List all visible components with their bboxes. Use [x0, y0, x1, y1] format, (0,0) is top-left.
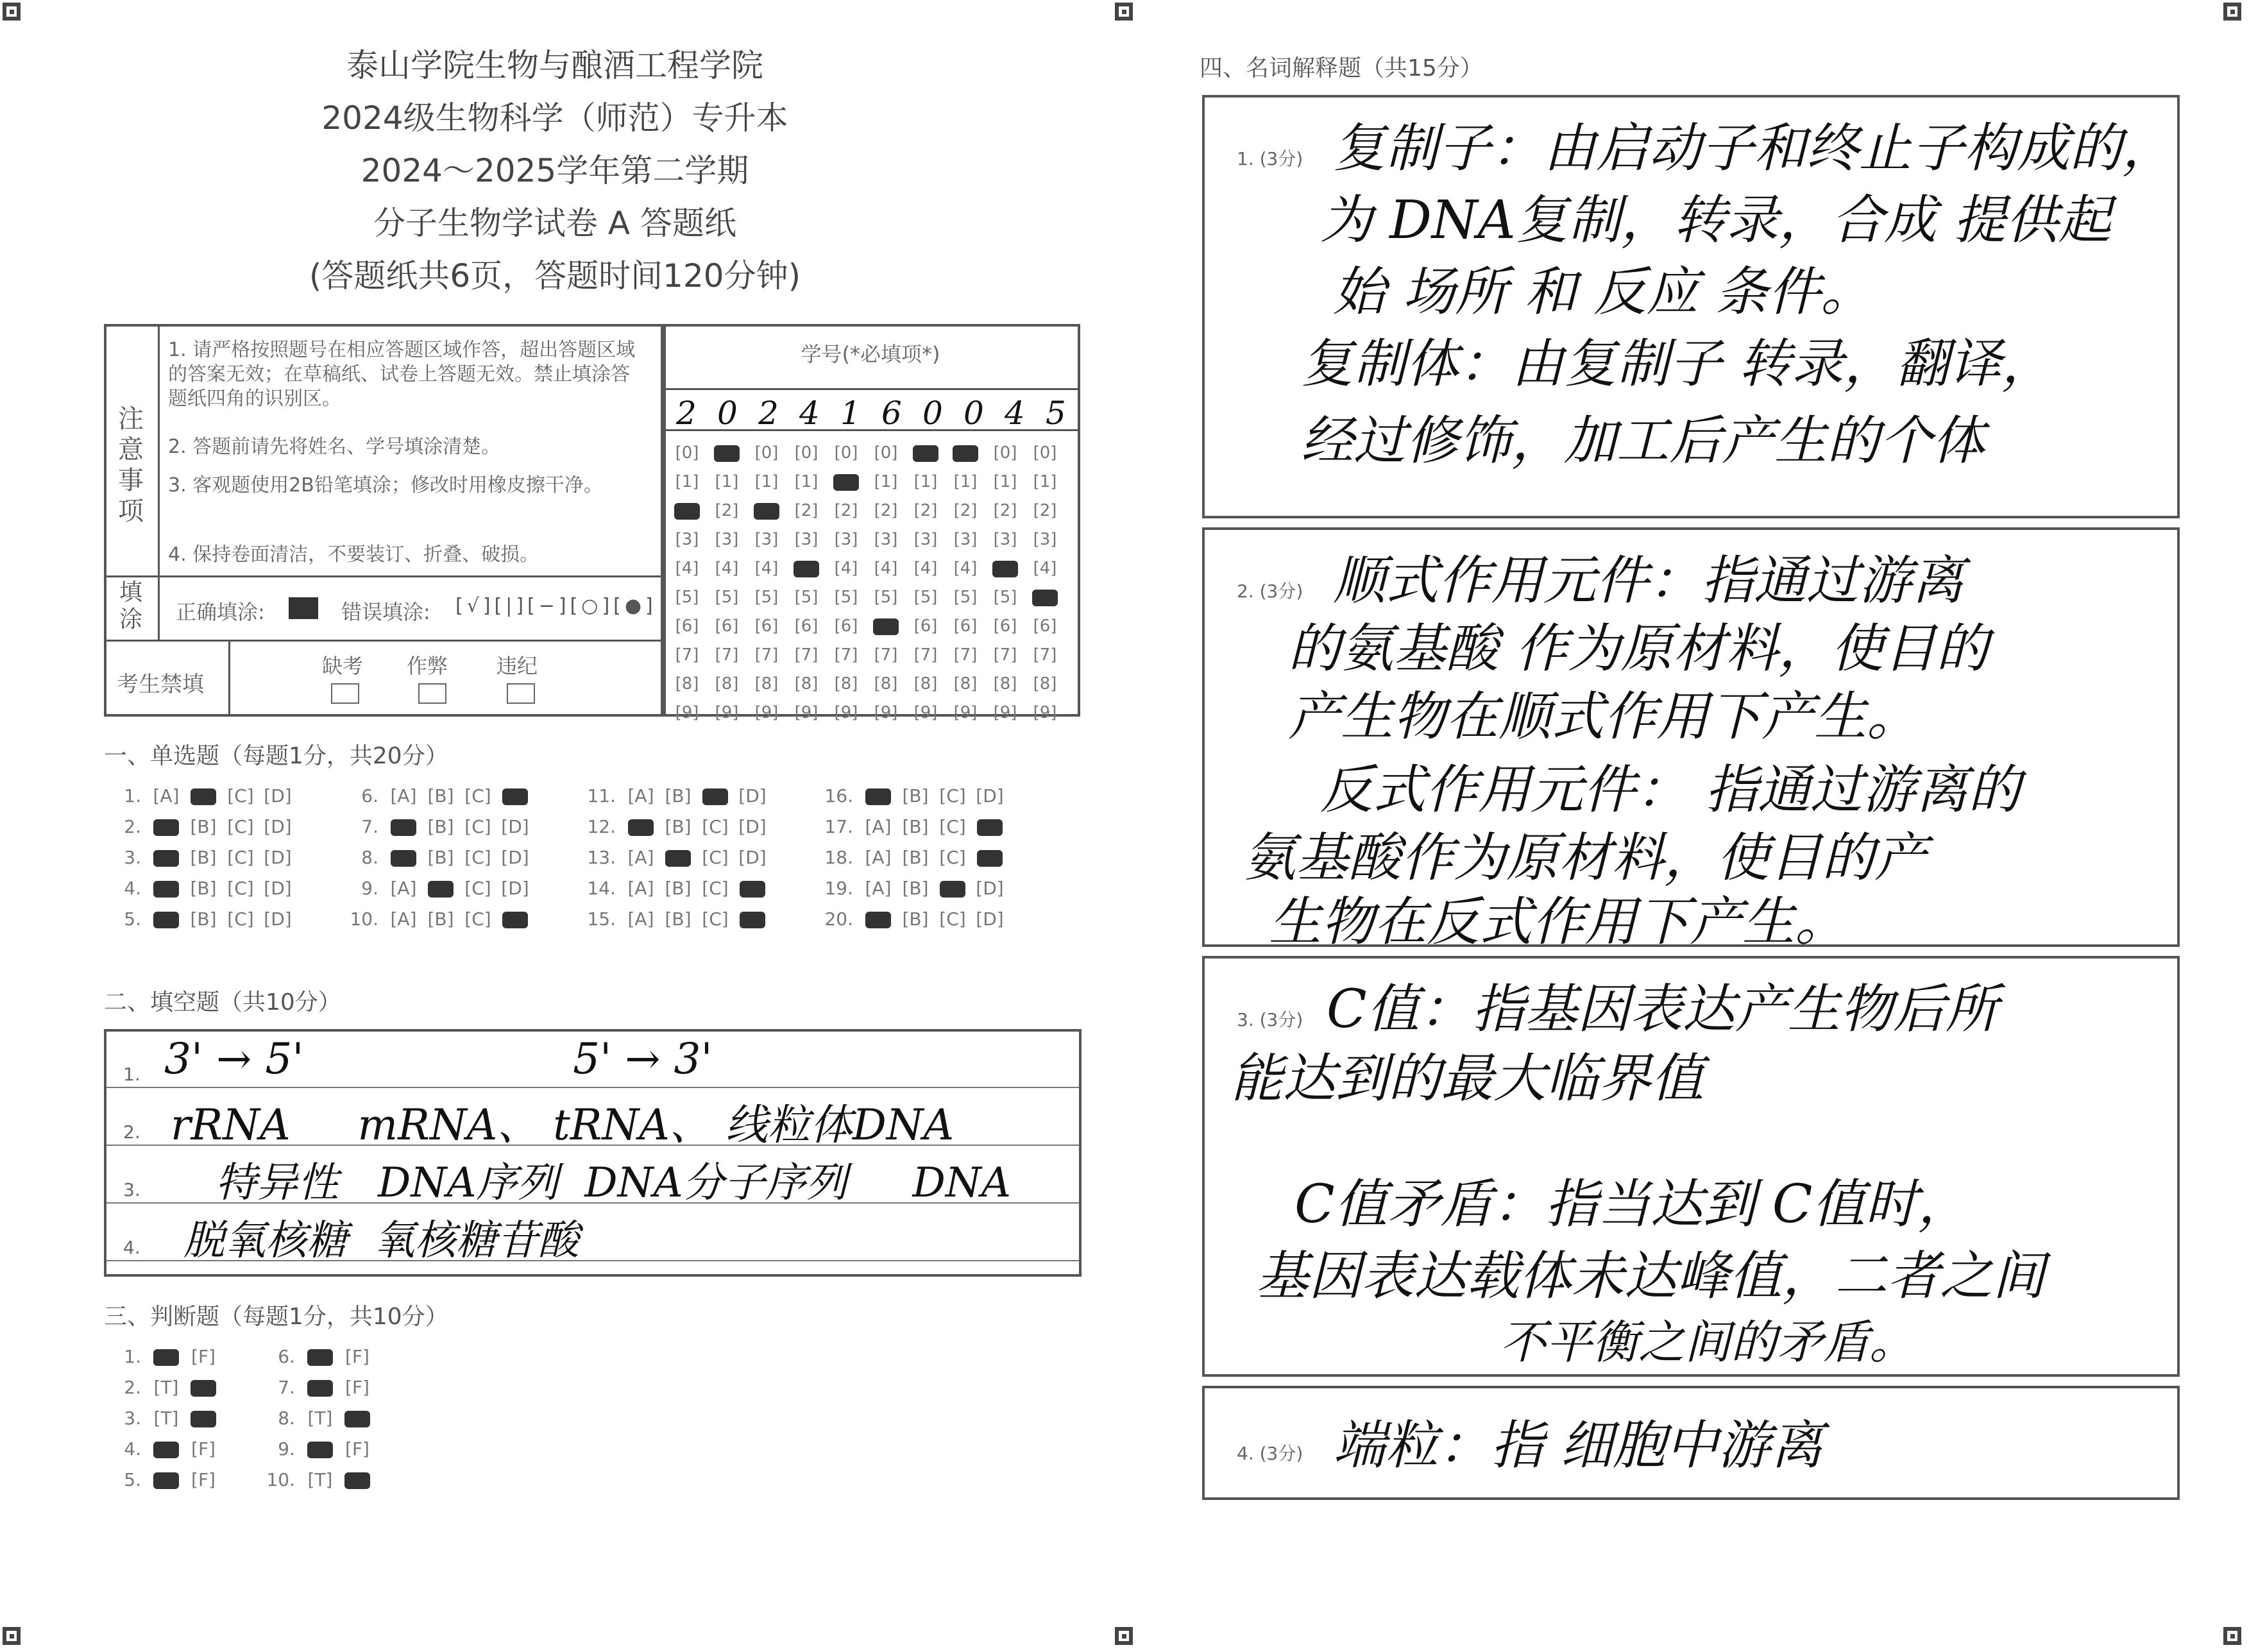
id-digit: 6: [881, 395, 902, 432]
answer-line: 产生物在顺式作用下产生。: [1288, 686, 1919, 747]
answer-line: 基因表达载体未达峰值，二者之间: [1256, 1246, 2045, 1307]
section4-title: 四、名词解释题（共15分）: [1200, 55, 1483, 81]
blank-no: 2.: [123, 1121, 140, 1143]
notice-label: 注意事项: [118, 404, 144, 526]
id-digit: 0: [922, 395, 943, 432]
notice-item-2: 2. 答题前请先将姓名、学号填涂清楚。: [168, 436, 501, 458]
id-digit: 4: [799, 395, 820, 432]
corner-mark: [2223, 1627, 2241, 1645]
violation-checkbox[interactable]: [507, 683, 535, 704]
id-digit: 2: [758, 395, 779, 432]
answer-line: 反式作用元件： 指通过游离的: [1320, 760, 2021, 821]
paper-title: 分子生物学试卷 A 答题纸: [373, 205, 736, 242]
student-id-bubble-grid[interactable]: [0] [0] [0] [0] [0] [0] [0] [1] [1] [1] [1] [1] [1] [1] [1] [1] [2] [2] [2] [2] [2] [2] [2] [2] [3] [3] [3] [3] [3] [3] [3] [3] [3] [3] [4] [4] [4] [4] [4] [4] [4] [4] [5] [5] [5] [5] [5] [5] [5] [5] [5] [6] [6] [6] [6] [6] [6] [6] [6] [6] [7] [7] [7] [7] [7] [7] [7] [7] [7] [7] [8] [8] [8] [8] [8] [8] [8] [8] [8] [8] [9] [9] [9] [9] [9] [9] [9] [9] [9] [9]: [675, 443, 1057, 722]
term-answer-box-3[interactable]: [1202, 956, 2180, 1377]
answer-line: 经过修饰，加工后产生的个体: [1301, 411, 1985, 472]
blank-no: 1.: [123, 1064, 140, 1085]
id-digit: 0: [963, 395, 984, 432]
answer-line: 端粒：指 细胞中游离: [1333, 1415, 1824, 1476]
blank-no: 4.: [123, 1237, 140, 1258]
id-digit: 0: [717, 395, 738, 432]
school-title: 泰山学院生物与酿酒工程学院: [346, 47, 763, 84]
term-answer-box-1[interactable]: [1202, 95, 2180, 518]
answer-line: C值：指基因表达产生物后所: [1327, 979, 1998, 1040]
blank-answer-3: 特异性 DNA序列 DNA分子序列 DNA: [216, 1159, 1012, 1207]
corner-mark: [2223, 3, 2241, 21]
question-no: 2. (3分): [1237, 581, 1303, 602]
correct-fill-label: 正确填涂:: [176, 600, 265, 624]
notice-item-1: 1. 请严格按照题号在相应答题区域作答，超出答题区域的答案无效；在草稿纸、试卷上答题无效。禁止填涂答题纸四角的识别区。: [168, 339, 636, 410]
blank-answer-4: 脱氧核糖 氧核糖苷酸: [183, 1217, 579, 1265]
answer-line: 生物在反式作用下产生。: [1269, 892, 1847, 953]
answer-line: 复制体：由复制子 转录，翻译，: [1301, 334, 2055, 395]
answer-line: 顺式作用元件：指通过游离: [1333, 550, 1964, 611]
blank-answer-1: 3' → 5' 5' → 3': [164, 1034, 713, 1084]
section3-title: 三、判断题（每题1分，共10分）: [104, 1304, 448, 1330]
id-digit: 1: [840, 395, 861, 432]
violation-label: 违纪: [496, 654, 538, 678]
wrong-fill-samples: [√][|][−][○][●]: [455, 595, 657, 617]
fill-label: 填涂: [119, 579, 143, 633]
question-no: 3. (3分): [1237, 1009, 1303, 1030]
corner-mark: [3, 3, 21, 21]
answer-line: 为 DNA复制，转录，合成 提供起: [1320, 190, 2111, 251]
wrong-fill-label: 错误填涂:: [341, 600, 430, 624]
id-digit: 4: [1005, 395, 1025, 432]
term-answer-box-2[interactable]: [1202, 527, 2180, 953]
answer-line: 始 场所 和 反应 条件。: [1333, 262, 1874, 323]
blank-answer-2: rRNA mRNA、 tRNA、 线粒体DNA: [171, 1100, 955, 1150]
notice-box: [104, 324, 663, 717]
answer-line: 复制子：由启动子和终止子构成的，: [1333, 118, 2175, 179]
fill-blank-box[interactable]: [104, 1029, 1082, 1277]
section1-title: 一、单选题（每题1分，共20分）: [104, 743, 448, 769]
correct-fill-sample: [289, 597, 318, 619]
student-id-digits: [667, 395, 1078, 432]
forbid-label: 考生禁填: [117, 672, 204, 697]
answer-line: 的氨基酸 作为原材料，使目的: [1288, 618, 1989, 679]
corner-mark: [1115, 1627, 1133, 1645]
student-id-label: 学号(*必填项*): [801, 342, 940, 366]
corner-mark: [1115, 3, 1133, 21]
corner-mark: [3, 1627, 21, 1645]
answer-line: 不平衡之间的矛盾。: [1500, 1315, 1916, 1369]
notice-item-3: 3. 客观题使用2B铅笔填涂；修改时用橡皮擦干净。: [168, 474, 603, 497]
cohort-title: 2024级生物科学（师范）专升本: [321, 99, 788, 137]
answer-line: 氨基酸作为原材料，使目的产: [1243, 828, 1927, 889]
paper-note: (答题纸共6页，答题时间120分钟): [309, 257, 801, 294]
student-id-panel: [661, 324, 1080, 722]
answer-line: C值矛盾：指当达到 C值时，: [1294, 1174, 1971, 1235]
id-digit: 5: [1046, 395, 1066, 432]
section2-title: 二、填空题（共10分）: [104, 989, 341, 1016]
notice-item-4: 4. 保持卷面清洁，不要装订、折叠、破损。: [168, 543, 539, 566]
term-title: 2024～2025学年第二学期: [361, 152, 749, 189]
question-no: 4. (3分): [1237, 1443, 1303, 1464]
cheat-label: 作弊: [407, 654, 448, 678]
id-digit: 2: [676, 395, 697, 432]
term-answer-box-4[interactable]: [1202, 1386, 2180, 1500]
blank-no: 3.: [123, 1179, 140, 1200]
answer-line: 能达到的最大临界值: [1230, 1048, 1704, 1109]
absent-checkbox[interactable]: [331, 683, 359, 704]
question-no: 1. (3分): [1237, 148, 1303, 169]
absent-label: 缺考: [322, 654, 364, 678]
cheat-checkbox[interactable]: [418, 683, 446, 704]
